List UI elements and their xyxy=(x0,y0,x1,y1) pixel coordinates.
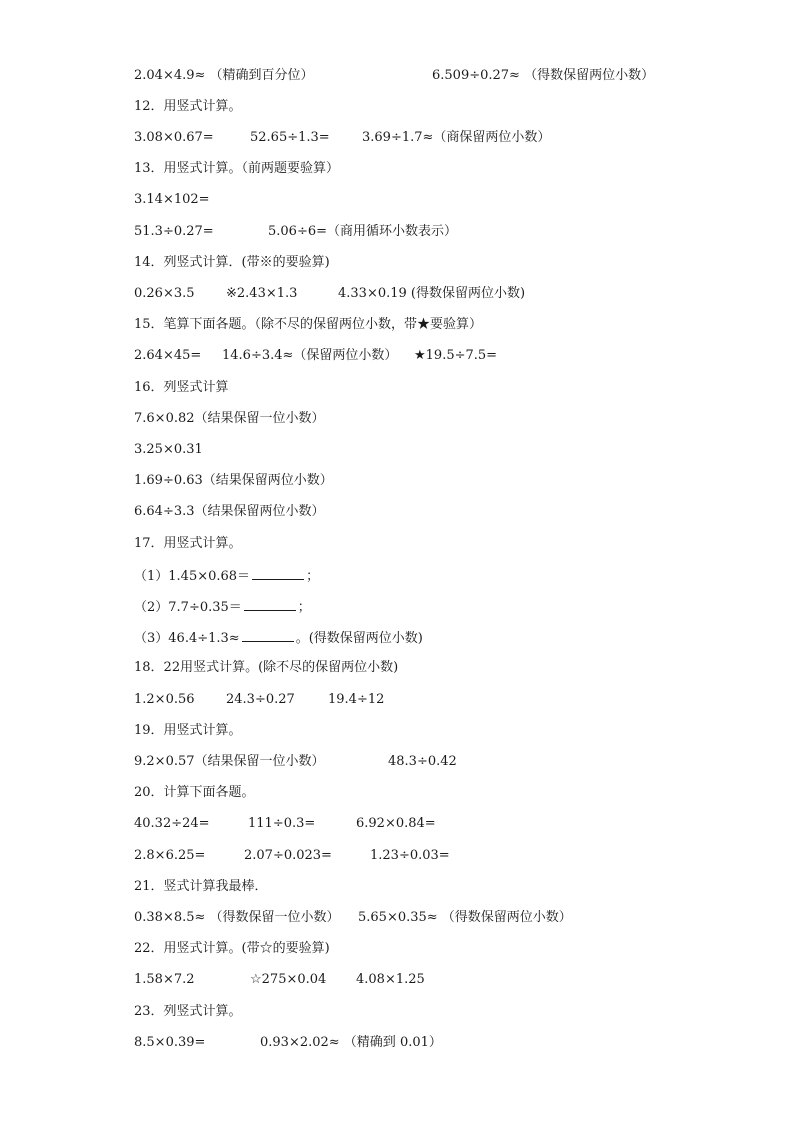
problem-item: 7.6×0.82（结果保留一位小数） xyxy=(134,411,325,426)
problem-suffix: ； xyxy=(297,600,311,615)
problem-item: 3.08×0.67= xyxy=(134,130,214,145)
problem-item: ※2.43×1.3 xyxy=(226,286,298,301)
problem-item: 19.4÷12 xyxy=(328,692,385,707)
problem-item: 4.08×1.25 xyxy=(356,972,425,987)
problem-item: 5.65×0.35≈ （得数保留两位小数） xyxy=(358,910,572,925)
problem-item: 1.58×7.2 xyxy=(134,972,195,987)
problem-item: 6.64÷3.3（结果保留两位小数） xyxy=(134,504,325,519)
problem-item: ☆275×0.04 xyxy=(250,972,327,987)
problem-item: 1.23÷0.03= xyxy=(370,848,450,863)
answer-blank[interactable] xyxy=(252,565,304,580)
problem-item: 3.14×102= xyxy=(134,192,210,207)
problem-item: 0.26×3.5 xyxy=(134,286,195,301)
problem-item: ★19.5÷7.5= xyxy=(414,348,498,363)
problem-item: 2.64×45= xyxy=(134,348,202,363)
problem-suffix: ； xyxy=(306,569,320,584)
problem-item: 14.6÷3.4≈（保留两位小数） xyxy=(222,348,398,363)
problem-item: 2.04×4.9≈ （精确到百分位） xyxy=(134,68,314,83)
answer-blank[interactable] xyxy=(242,627,294,642)
problem-item: 8.5×0.39= xyxy=(134,1035,206,1050)
problem-item: 40.32÷24= xyxy=(134,816,210,831)
problem-item: 4.33×0.19 (得数保留两位小数) xyxy=(338,286,526,301)
problem-item: 52.65÷1.3= xyxy=(250,130,330,145)
worksheet-page: 2.04×4.9≈ （精确到百分位） 6.509÷0.27≈ （得数保留两位小数） 12．用竖式计算。 3.08×0.67= 52.65÷1.3= 3.69÷1.7≈（商保留两位小数） 13．用竖式计算。（前两题要验算） 3.14×102= 51.3÷0.27= 5.06÷6=（商用循环小数表示） 14．列竖式计算．(带※的要验算) 0.26×3.5 ※2.43×1.3 4.33×0.19 (得数保留两位小数) 15．笔算下面各题。（除不尽的保留两位小数，带★要验算） 2.64×45= 14.6÷3.4≈（保留两位小数） ★19.5÷7.5= 16．列竖式计算 7.6×0.82（结果保留一位小数） 3.25×0.31 1.69÷0.63（结果保留两位小数） 6.64÷3.3（结果保留两位小数） 17．用竖式计算。 （1）1.45×0.68＝ ； （2）7.7÷0.35＝ ； （3）46.4÷1.3≈ 。(得数保留两位小数) 18．22用竖式计算。(除不尽的保留两位小数) 1.2×0.56 24.3÷0.27 19.4÷12 19．用竖式计算。 9.2×0.57（结果保留一位小数） 48.3÷0.42 20．计算下面各题。 40.32÷24= 111÷0.3= 6.92×0.84= 2.8×6.25= 2.07÷0.023= 1.23÷0.03= 21．竖式计算我最棒． 0.38×8.5≈ （得数保留一位小数） 5.65×0.35≈ （得数保留两位小数） 22．用竖式计算。(带☆的要验算) 1.58×7.2 ☆275×0.04 4.08×1.25 23．列竖式计算。 8.5×0.39= 0.93×2.02≈ （精确到 0.01） xyxy=(0,0,794,1123)
problem-item: 3.25×0.31 xyxy=(134,442,203,457)
answer-blank[interactable] xyxy=(244,596,296,611)
problem-item: 24.3÷0.27 xyxy=(226,692,295,707)
problem-item: 1.2×0.56 xyxy=(134,692,195,707)
problem-item: （3）46.4÷1.3≈ xyxy=(134,631,240,646)
problem-item: （1）1.45×0.68＝ xyxy=(134,569,251,584)
problem-item: 3.69÷1.7≈（商保留两位小数） xyxy=(362,130,551,145)
problem-item: 1.69÷0.63（结果保留两位小数） xyxy=(134,473,333,488)
problem-item: 0.93×2.02≈ （精确到 0.01） xyxy=(260,1035,442,1050)
problem-item: 51.3÷0.27= xyxy=(134,224,214,239)
problem-item: 48.3÷0.42 xyxy=(388,754,457,769)
problem-item: 111÷0.3= xyxy=(248,816,316,831)
problem-item: 0.38×8.5≈ （得数保留一位小数） xyxy=(134,910,340,925)
problem-item: 2.8×6.25= xyxy=(134,848,206,863)
problem-item: 6.92×0.84= xyxy=(356,816,436,831)
problem-item: 6.509÷0.27≈ （得数保留两位小数） xyxy=(432,68,655,83)
problem-item: （2）7.7÷0.35＝ xyxy=(134,600,242,615)
problem-item: 9.2×0.57（结果保留一位小数） xyxy=(134,754,325,769)
problem-item: 5.06÷6=（商用循环小数表示） xyxy=(268,224,458,239)
problem-suffix: 。(得数保留两位小数) xyxy=(295,631,423,646)
problem-item: 2.07÷0.023= xyxy=(244,848,332,863)
